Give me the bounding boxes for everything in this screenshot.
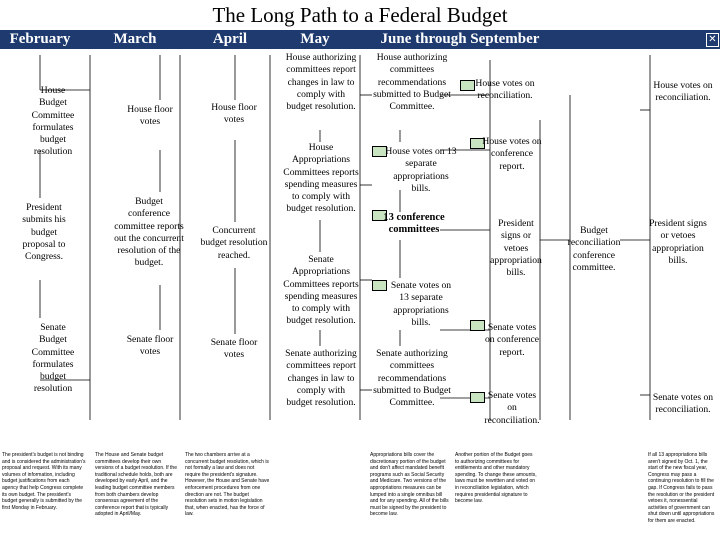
note-april: The two chambers arrive at a concurrent budget resolution, which is not formally a law and does not require the president's signature. However, the House and Senate have enforcement procedures from one direction are not. The budget resolution sets in motion legislation that, when enacted, has the force of law.	[185, 452, 270, 518]
note-february: The president's budget is not binding and is considered the administration's proposal and request. With its many volumes of information, including budget justifications from each agency that help Congress complete its own budget. The president's budget generally is submitted by the first Monday in February.	[2, 452, 86, 511]
note-reconciliation: Another portion of the Budget goes to authorizing committees for entitlements and other mandatory spending. To change these amounts, laws must be rewritten and voted on in reconciliation legislation, which requires presidential signature to become law.	[455, 452, 537, 505]
budget-conference-node: Budget conference committee reports out the concurrent resolution of the budget.	[114, 196, 184, 269]
senate-authorizing-june-node: Senate authorizing committees recommendations submitted to Budget Committee.	[373, 348, 451, 409]
conference-13-node: 13 conference committees	[383, 212, 445, 236]
house-votes-reconciliation-node: House votes on reconciliation.	[475, 78, 535, 102]
senate-budget-committee-node: Senate Budget Committee formulates budget resolution	[31, 322, 75, 395]
note-final: If all 13 appropriations bills aren't signed by Oct. 1, the start of the new fiscal year, Congress may pass a continuing resolution to fill the gap. If Congress fails to pass the resolution or the president vetoes it, nonessential activities of government can shut down until appropriations for them are enacted.	[648, 452, 715, 524]
house-votes-conference-node: House votes on conference report.	[482, 136, 542, 172]
president-signs-1-node: President signs or vetoes appropriation bills.	[490, 218, 542, 279]
house-votes-13-node: House votes on 13 separate appropriations bills.	[385, 146, 457, 194]
senate-votes-conference-node: Senate votes on conference report.	[484, 322, 540, 358]
senate-floor-votes-april-node: Senate floor votes	[210, 337, 258, 361]
note-march: The House and Senate budget committees develop their own versions of a budget resolution. If the traditional schedule holds, both are developed by early April, and the leading budget committee members from both chambers develop consensus agreement of the conference report that is typically adopted in April/May.	[95, 452, 177, 518]
month-may: May	[300, 31, 330, 47]
note-appropriations: Appropriations bills cover the discretionary portion of the budget and don't affect mandated benefit programs such as Social Security and Medicare. Two versions of the appropriations measures can be lumped into a single omnibus bill and for any spending. All of the bills must be signed by the president to become law.	[370, 452, 449, 518]
house-votes-reconciliation-2-node: House votes on reconciliation.	[653, 80, 713, 104]
month-february: February	[9, 31, 71, 47]
page-title: The Long Path to a Federal Budget	[212, 3, 508, 27]
senate-votes-reconciliation-node: Senate votes on reconciliation.	[484, 390, 540, 426]
house-floor-votes-april-node: House floor votes	[211, 102, 257, 126]
budget-reconciliation-node: Budget reconciliation conference committee.	[567, 225, 621, 273]
house-budget-committee-node: House Budget Committee formulates budget resolution	[31, 85, 75, 158]
president-signs-2-node: President signs or vetoes appropriation bills.	[649, 218, 707, 266]
senate-votes-13-node: Senate votes on 13 separate appropriations bills.	[390, 280, 452, 328]
senate-floor-votes-march-node: Senate floor votes	[126, 334, 174, 358]
president-submits-node: President submits his budget proposal to Congress.	[22, 202, 66, 263]
month-june-september: June through September	[380, 31, 540, 47]
senate-authorizing-may-node: Senate authorizing committees report changes in law to comply with budget resolution.	[285, 348, 357, 409]
concurrent-resolution-node: Concurrent budget resolution reached.	[200, 225, 268, 261]
close-icon[interactable]: ✕	[706, 33, 719, 47]
month-april: April	[212, 31, 248, 47]
house-appropriations-node: House Appropriations Committees reports spending measures to comply with budget resolution.	[283, 142, 359, 215]
month-march: March	[113, 31, 157, 47]
house-authorizing-june-node: House authorizing committees recommendations submitted to Budget Committee.	[373, 52, 451, 113]
senate-appropriations-node: Senate Appropriations Committees reports spending measures to comply with budget resolution.	[283, 254, 359, 327]
house-authorizing-may-node: House authorizing committees report changes in law to comply with budget resolution.	[285, 52, 357, 113]
house-floor-votes-march-node: House floor votes	[127, 104, 173, 128]
senate-votes-reconciliation-2-node: Senate votes on reconciliation.	[652, 392, 714, 416]
checkbox-house-reconciliation	[460, 80, 475, 91]
